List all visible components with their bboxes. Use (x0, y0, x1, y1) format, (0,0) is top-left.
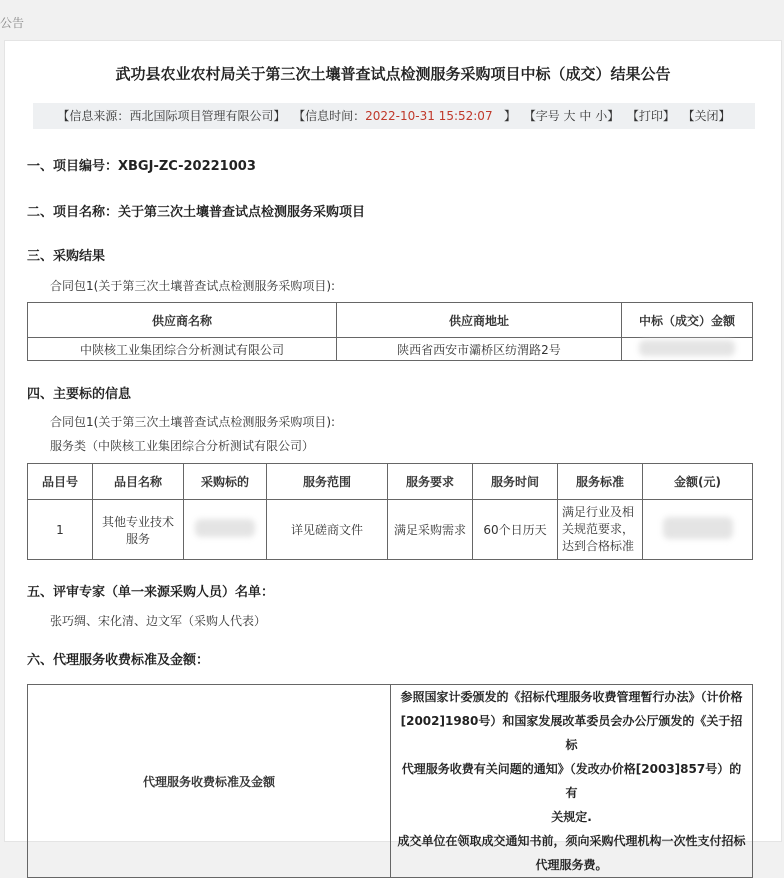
table-header-row (28, 303, 753, 338)
breadcrumb[interactable]: 公告 (0, 16, 25, 30)
item-no: 1 (28, 500, 93, 560)
fee-line: 参照国家计委颁发的《招标代理服务收费管理暂行办法》（计价格 (400, 690, 743, 704)
service-time: 60个日历天 (473, 500, 558, 560)
th-item-name: 品目名称 (93, 464, 184, 500)
table-row (28, 338, 753, 361)
notice-panel (4, 40, 782, 872)
service-standard: 满足行业及相关规范要求，达到合格标准 (558, 500, 643, 560)
table-row (28, 685, 753, 878)
font-large-link[interactable]: 大 (563, 109, 576, 123)
font-small-link[interactable]: 小 (595, 109, 608, 123)
th-item-no: 品目号 (28, 464, 93, 500)
font-size-label: 【字号 (523, 109, 560, 123)
time-label: 【信息时间： (293, 109, 366, 123)
font-medium-link[interactable]: 中 (579, 109, 592, 123)
table-header-row (28, 464, 753, 500)
fee-description (391, 685, 753, 878)
page-title: 武功县农业农村局关于第三次土壤普查试点检测服务采购项目中标（成交）结果公告 (115, 65, 671, 83)
project-number: 一、项目编号：XBGJ-ZC-20221003 (27, 159, 256, 174)
experts-names: 张巧绸、宋化清、边文军（采购人代表） (50, 614, 267, 628)
time-value: 2022-10-31 15:52:07 (365, 109, 493, 123)
items-table (27, 463, 753, 560)
source-value: 西北国际项目管理有限公司 (129, 109, 274, 123)
items-package: 合同包1(关于第三次土壤普查试点检测服务采购项目): (50, 415, 336, 429)
close-link[interactable]: 【关闭】 (682, 109, 731, 123)
source-label: 【信息来源： (57, 109, 130, 123)
supplier-address: 陕西省西安市灞桥区纺渭路2号 (337, 338, 622, 361)
service-scope: 详见磋商文件 (267, 500, 388, 560)
th-service-time: 服务时间 (473, 464, 558, 500)
fee-line: 代理服务收费有关问题的通知》（发改办价格[2003]857号）的有 (401, 762, 742, 800)
supplier-name: 中陕核工业集团综合分析测试有限公司 (28, 338, 337, 361)
fee-line: 代理服务费。 (535, 858, 608, 872)
procurement-target-redacted (184, 500, 267, 560)
th-amount: 金额(元) (643, 464, 753, 500)
award-amount-redacted (622, 338, 753, 361)
fee-label: 代理服务收费标准及金额 (28, 685, 391, 878)
project-name: 二、项目名称：关于第三次土壤普查试点检测服务采购项目 (27, 205, 366, 220)
info-bar (33, 103, 755, 129)
th-service-standard: 服务标准 (558, 464, 643, 500)
redaction-blur (663, 517, 733, 539)
font-size-close: 】 (607, 109, 620, 123)
items-category: 服务类（中陕核工业集团综合分析测试有限公司） (50, 439, 315, 453)
fee-table (27, 684, 753, 878)
item-name: 其他专业技术服务 (93, 500, 184, 560)
th-service-requirement: 服务要求 (388, 464, 473, 500)
section-experts-heading: 五、评审专家（单一来源采购人员）名单： (27, 585, 275, 600)
print-link[interactable]: 【打印】 (626, 109, 675, 123)
fee-line: 关规定. (551, 810, 592, 824)
fee-line: [2002]1980号）和国家发展改革委员会办公厅颁发的《关于招标 (400, 714, 743, 752)
redaction-blur (195, 519, 255, 537)
th-procurement-target: 采购标的 (184, 464, 267, 500)
result-table (27, 302, 753, 361)
time-close: 】 (504, 109, 517, 123)
th-service-scope: 服务范围 (267, 464, 388, 500)
section-result-heading: 三、采购结果 (27, 249, 106, 264)
service-requirement: 满足采购需求 (388, 500, 473, 560)
th-supplier-address: 供应商地址 (337, 303, 622, 338)
section-items-heading: 四、主要标的信息 (27, 387, 132, 402)
result-package: 合同包1(关于第三次土壤普查试点检测服务采购项目): (50, 279, 336, 293)
redaction-blur (639, 340, 735, 356)
th-award-amount: 中标（成交）金额 (622, 303, 753, 338)
fee-line: 成交单位在领取成交通知书前，须向采购代理机构一次性支付招标 (397, 834, 746, 848)
table-row (28, 500, 753, 560)
amount-redacted (643, 500, 753, 560)
th-supplier-name: 供应商名称 (28, 303, 337, 338)
source-close: 】 (273, 109, 286, 123)
section-fee-heading: 六、代理服务收费标准及金额： (27, 653, 210, 668)
